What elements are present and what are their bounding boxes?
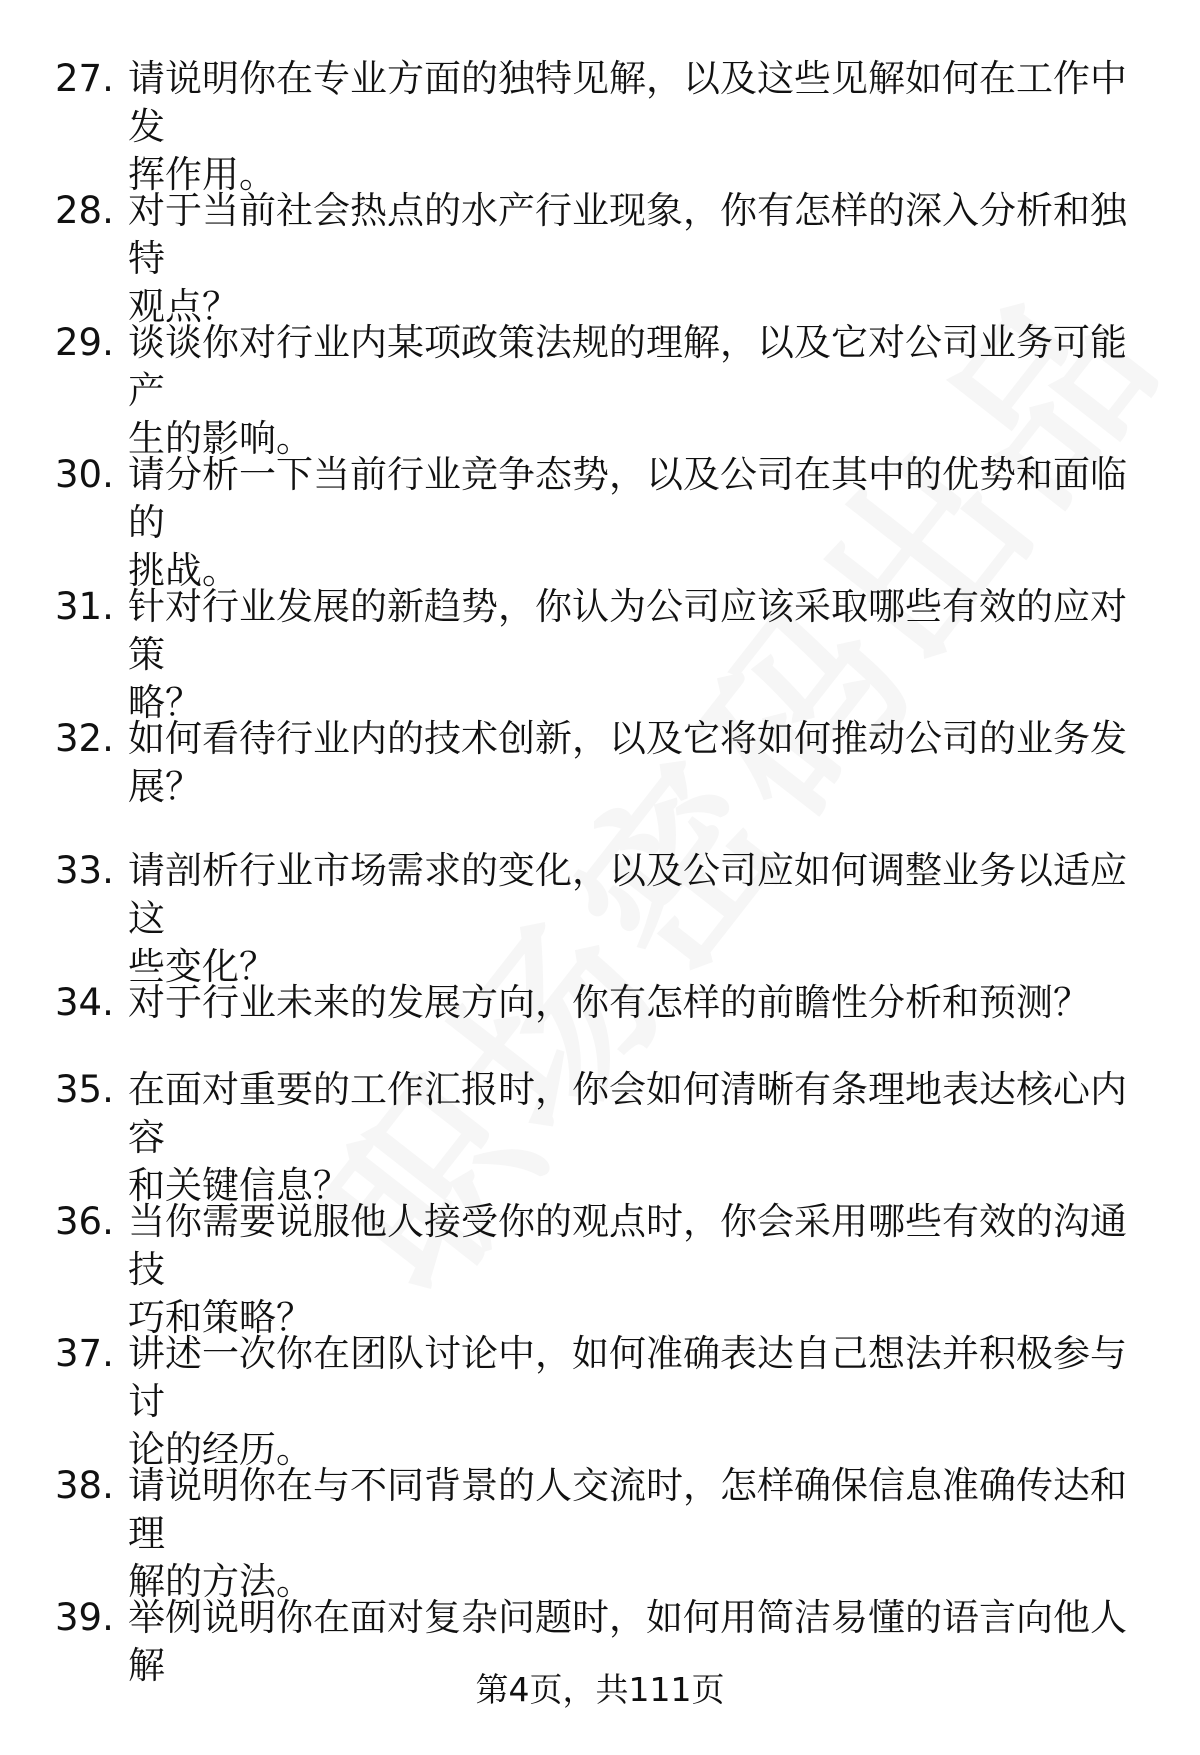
- question-number: 33.: [55, 849, 114, 892]
- question-line: 讲述一次你在团队讨论中，如何准确表达自己想法并积极参与讨: [128, 1332, 1127, 1423]
- question-line: 在面对重要的工作汇报时，你会如何清晰有条理地表达核心内容: [128, 1068, 1127, 1159]
- question-text: [128, 319, 1148, 463]
- question-text: [128, 1330, 1148, 1474]
- question-item: [0, 583, 1200, 724]
- question-number: 30.: [55, 453, 114, 496]
- question-item: [0, 319, 1200, 460]
- question-text: [128, 847, 1148, 991]
- question-number: 32.: [55, 717, 114, 760]
- question-line: 请说明你在专业方面的独特见解，以及这些见解如何在工作中发: [128, 57, 1127, 148]
- question-line: 请剖析行业市场需求的变化，以及公司应如何调整业务以适应这: [128, 849, 1127, 940]
- question-line: 生的影响。: [128, 417, 313, 460]
- question-item: [0, 847, 1200, 988]
- question-item: [0, 979, 1200, 1066]
- question-line: 针对行业发展的新趋势，你认为公司应该采取哪些有效的应对策: [128, 585, 1127, 676]
- question-text: [128, 55, 1148, 199]
- question-text: [128, 715, 1148, 811]
- question-line: 巧和策略？: [128, 1296, 313, 1339]
- question-line: 展？: [128, 765, 202, 808]
- question-item: [0, 451, 1200, 592]
- question-list: [0, 55, 1200, 1687]
- question-item: [0, 1462, 1200, 1603]
- question-line: 观点？: [128, 285, 239, 328]
- question-text: [128, 1066, 1148, 1210]
- question-item: [0, 1330, 1200, 1471]
- question-text: [128, 1462, 1148, 1606]
- question-number: 28.: [55, 189, 114, 232]
- question-line: 举例说明你在面对复杂问题时，如何用简洁易懂的语言向他人解: [128, 1596, 1127, 1687]
- question-number: 29.: [55, 321, 114, 364]
- question-text: [128, 1198, 1148, 1342]
- question-item: [0, 55, 1200, 196]
- question-text: [128, 451, 1148, 595]
- question-number: 34.: [55, 981, 114, 1024]
- question-number: 31.: [55, 585, 114, 628]
- question-line: 对于当前社会热点的水产行业现象，你有怎样的深入分析和独特: [128, 189, 1127, 280]
- question-item: [0, 1066, 1200, 1207]
- question-item: [0, 187, 1200, 328]
- question-line: 略？: [128, 681, 202, 724]
- question-line: 些变化？: [128, 945, 276, 988]
- question-text: [128, 583, 1148, 727]
- question-number: 35.: [55, 1068, 114, 1111]
- question-number: 27.: [55, 57, 114, 100]
- question-line: 挑战。: [128, 549, 239, 592]
- question-line: 论的经历。: [128, 1428, 313, 1471]
- question-line: 谈谈你对行业内某项政策法规的理解，以及它对公司业务可能产: [128, 321, 1127, 412]
- question-number: 39.: [55, 1596, 114, 1639]
- question-number: 37.: [55, 1332, 114, 1375]
- question-number: 36.: [55, 1200, 114, 1243]
- question-text: [128, 187, 1148, 331]
- question-line: 当你需要说服他人接受你的观点时，你会采用哪些有效的沟通技: [128, 1200, 1127, 1291]
- question-line: 如何看待行业内的技术创新，以及它将如何推动公司的业务发: [128, 717, 1127, 760]
- question-line: 请分析一下当前行业竞争态势，以及公司在其中的优势和面临的: [128, 453, 1127, 544]
- question-line: 请说明你在与不同背景的人交流时，怎样确保信息准确传达和理: [128, 1464, 1127, 1555]
- question-text: [128, 979, 1148, 1027]
- page-footer: 第4页，共111页: [475, 1670, 725, 1709]
- question-line: 挥作用。: [128, 153, 276, 196]
- question-line: 对于行业未来的发展方向，你有怎样的前瞻性分析和预测？: [128, 981, 1090, 1024]
- question-number: 38.: [55, 1464, 114, 1507]
- question-item: [0, 715, 1200, 847]
- question-line: 解的方法。: [128, 1560, 313, 1603]
- question-item: [0, 1198, 1200, 1339]
- question-line: 和关键信息？: [128, 1164, 350, 1207]
- question-item: [0, 1594, 1200, 1687]
